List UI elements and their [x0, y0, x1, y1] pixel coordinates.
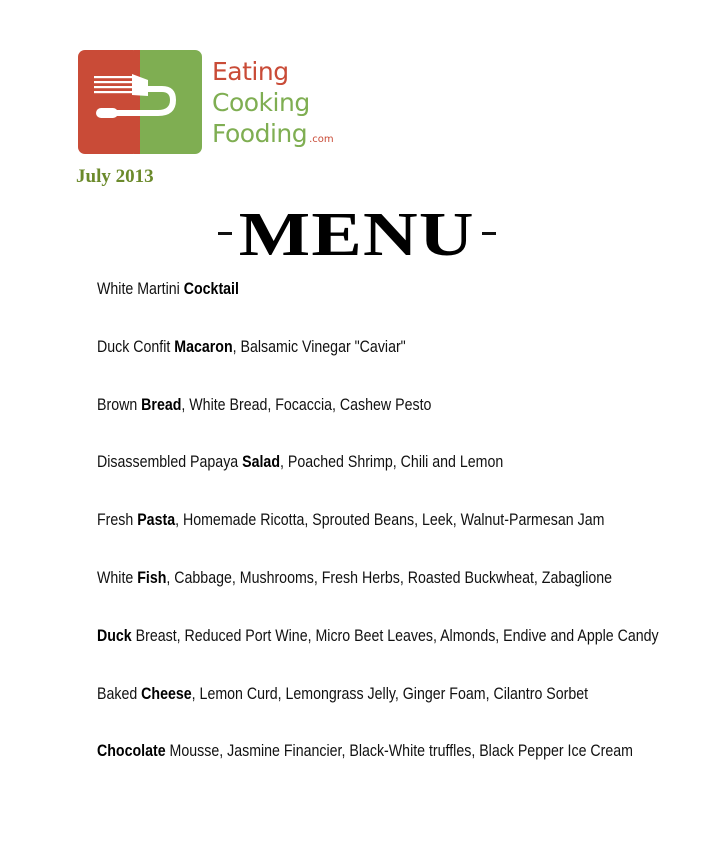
menu-item-course: Cocktail: [183, 280, 239, 298]
title-dash-left: [218, 232, 232, 235]
menu-item-details: Breast, Reduced Port Wine, Micro Beet Leaves, Almonds, Endive and Apple Candy: [131, 626, 659, 645]
menu-list: [97, 277, 697, 797]
logo-wordmark: [212, 56, 334, 155]
menu-item-course: Duck: [97, 626, 132, 645]
title-dash-right: [482, 232, 496, 235]
menu-item-text: Baked: [97, 684, 142, 703]
menu-item-details: , Cabbage, Mushrooms, Fresh Herbs, Roasted Buckwheat, Zabaglione: [166, 568, 613, 587]
menu-item: [97, 682, 613, 740]
menu-item: [97, 739, 634, 797]
menu-item: [97, 450, 613, 508]
menu-item: [97, 393, 613, 451]
menu-item-course: Chocolate: [97, 742, 166, 761]
menu-title: MENU: [239, 201, 475, 269]
logo-word-cooking: Cooking: [212, 88, 310, 117]
menu-item-course: Cheese: [141, 684, 192, 703]
menu-item-text: Duck Confit: [97, 337, 175, 356]
menu-item-course: Fish: [137, 568, 167, 587]
menu-item-details: , Homemade Ricotta, Sprouted Beans, Leek, Walnut-Parmesan Jam: [175, 511, 605, 530]
menu-item: [97, 508, 613, 566]
menu-item-details: , White Bread, Focaccia, Cashew Pesto: [181, 395, 432, 414]
menu-item: [97, 566, 613, 624]
menu-item-details: , Lemon Curd, Lemongrass Jelly, Ginger Foam, Cilantro Sorbet: [191, 684, 589, 703]
logo-word-fooding: [212, 118, 334, 155]
site-logo: [78, 50, 368, 158]
menu-item-course: Salad: [242, 453, 281, 472]
menu-item: [97, 624, 659, 682]
logo-word-eating: Eating: [212, 57, 289, 86]
fork-logo-icon: [78, 50, 202, 154]
menu-item-course: Bread: [141, 395, 182, 414]
menu-item-details: , Balsamic Vinegar "Caviar": [232, 337, 406, 356]
menu-item-text: White: [97, 568, 138, 587]
menu-item: [97, 335, 613, 393]
menu-item: [97, 277, 613, 335]
menu-item-course: Pasta: [137, 511, 176, 530]
menu-item-text: White Martini: [97, 280, 184, 298]
menu-item-text: Brown: [97, 395, 142, 414]
menu-item-text: Disassembled Papaya: [97, 453, 243, 472]
logo-word-fooding-text: Fooding: [212, 119, 308, 148]
menu-item-details: Mousse, Jasmine Financier, Black-White truffles, Black Pepper Ice Cream: [165, 742, 634, 761]
menu-item-course: Macaron: [174, 337, 233, 356]
menu-item-text: Fresh: [97, 511, 138, 530]
menu-item-details: , Poached Shrimp, Chili and Lemon: [280, 453, 504, 472]
menu-heading: [0, 200, 714, 271]
logo-dotcom: .com: [309, 134, 334, 145]
menu-date: July 2013: [76, 166, 154, 187]
